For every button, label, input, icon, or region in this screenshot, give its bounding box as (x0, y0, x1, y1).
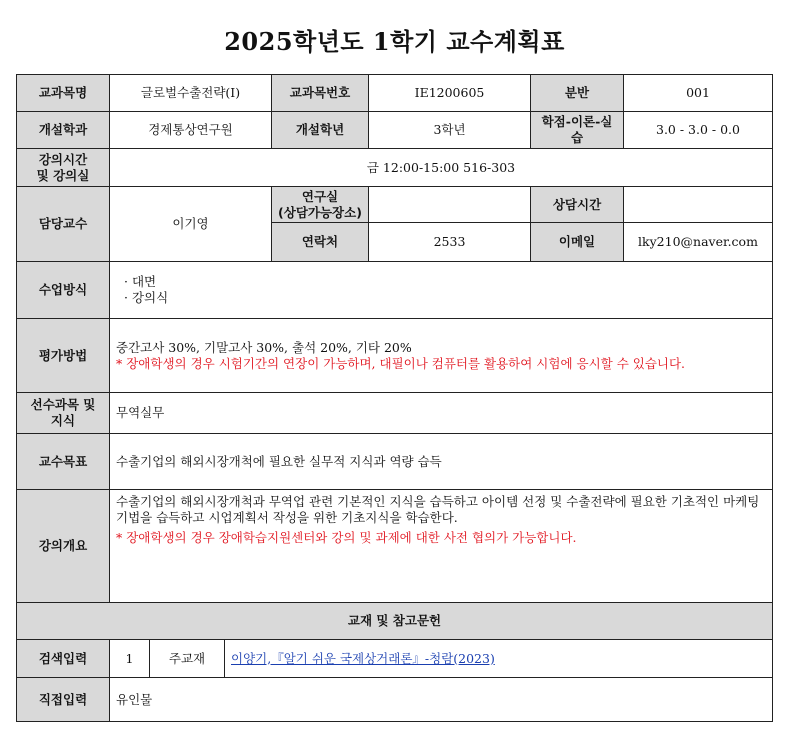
counsel-time-label: 상담시간 (531, 187, 624, 223)
prerequisite-label (17, 393, 110, 434)
section-value: 001 (624, 75, 773, 112)
department-value: 경제통상연구원 (110, 112, 272, 149)
method-label: 수업방식 (17, 262, 110, 319)
textbooks-section-header: 교재 및 참고문헌 (17, 603, 773, 640)
schedule-label-line2: 및 강의실 (36, 167, 90, 183)
prerequisite-label-line2: 지식 (50, 413, 76, 428)
contact-label: 연락처 (272, 223, 369, 262)
email-value: lky210@naver.com (624, 223, 773, 262)
method-value (110, 262, 773, 319)
course-name-value: 글로벌수출전략(I) (110, 75, 272, 112)
evaluation-label: 평가방법 (17, 319, 110, 393)
textbook-no: 1 (110, 640, 150, 678)
prerequisite-value: 무역실무 (110, 393, 773, 434)
overview-label: 강의개요 (17, 490, 110, 603)
section-label: 분반 (531, 75, 624, 112)
counsel-time-value (624, 187, 773, 223)
professor-value: 이기영 (110, 187, 272, 262)
department-label: 개설학과 (17, 112, 110, 149)
overview-note: * 장애학생의 경우 장애학습지원센터와 강의 및 과제에 대한 사전 협의가 가능합니다. (116, 530, 577, 545)
overview-text: 수출기업의 해외시장개척과 무역업 관련 기본적인 지식을 습득하고 아이템 선정 및 수출전략에 필요한 기초적인 마케팅 기법을 습득하고 시업계획서 작성을 위한 기초지식을 학습한다. (116, 494, 760, 525)
evaluation-note: * 장애학생의 경우 시험기간의 연장이 가능하며, 대필이나 컴퓨터를 활용하여 시험에 응시할 수 있습니다. (116, 355, 686, 371)
textbook-type: 주교재 (150, 640, 225, 678)
direct-input-label: 직접입력 (17, 678, 110, 722)
textbook-link[interactable]: 이양기,『알기 쉬운 국제상거래론』-청람(2023) (231, 650, 495, 666)
evaluation-value (110, 319, 773, 393)
method-item: · 강의식 (124, 290, 169, 305)
office-label-line1: 연구실 (301, 188, 339, 204)
course-name-label: 교과목명 (17, 75, 110, 112)
direct-input-value: 유인물 (110, 678, 773, 722)
evaluation-text: 중간고사 30%, 기말고사 30%, 출석 20%, 기타 20% (116, 339, 412, 355)
contact-value: 2533 (369, 223, 531, 262)
office-label (272, 187, 369, 223)
schedule-label-line1: 강의시간 (38, 151, 88, 167)
textbook-entry (225, 640, 773, 678)
objective-value: 수출기업의 해외시장개척에 필요한 실무적 지식과 역량 습득 (110, 434, 773, 490)
email-label: 이메일 (531, 223, 624, 262)
prerequisite-label-line1: 선수과목 및 (30, 397, 96, 412)
search-input-label: 검색입력 (17, 640, 110, 678)
course-number-value: IE1200605 (369, 75, 531, 112)
objective-label: 교수목표 (17, 434, 110, 490)
overview-value (110, 490, 773, 603)
schedule-value: 금 12:00-15:00 516-303 (110, 149, 773, 187)
credits-value: 3.0 - 3.0 - 0.0 (624, 112, 773, 149)
office-label-line2: (상담가능장소) (278, 204, 362, 220)
grade-label: 개설학년 (272, 112, 369, 149)
page-title: 2025학년도 1학기 교수계획표 (224, 27, 565, 56)
office-value (369, 187, 531, 223)
credits-label: 학점-이론-실습 (531, 112, 624, 149)
schedule-label (17, 149, 110, 187)
professor-label: 담당교수 (17, 187, 110, 262)
course-plan-table (16, 74, 773, 722)
method-item: · 대면 (124, 274, 157, 289)
grade-value: 3학년 (369, 112, 531, 149)
course-number-label: 교과목번호 (272, 75, 369, 112)
